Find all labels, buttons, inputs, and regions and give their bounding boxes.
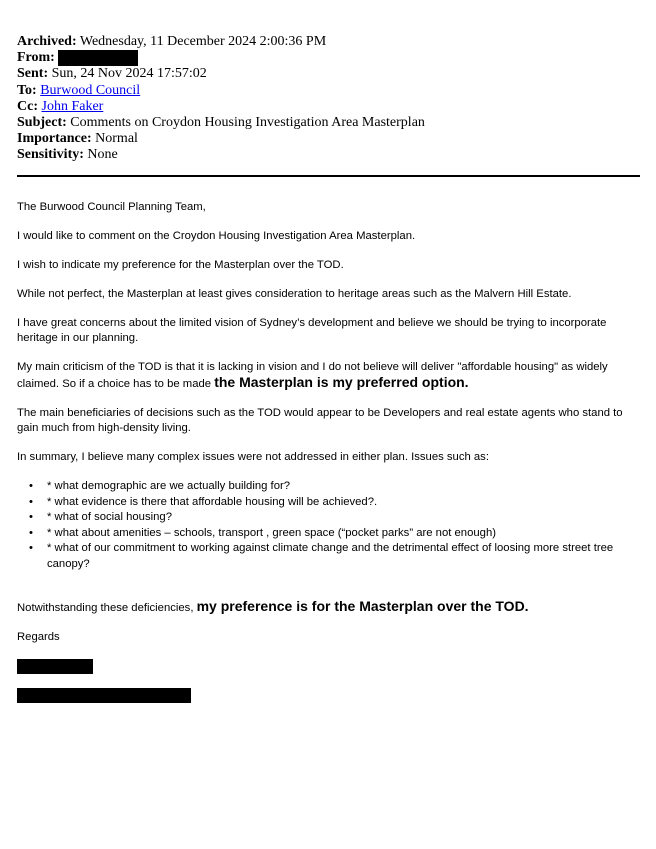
email-header: [17, 34, 425, 164]
paragraph-4: I have great concerns about the limited vision of Sydney’s development and believe we should be trying to incorporate heritage in our planning.: [17, 317, 607, 344]
issues-list: [17, 479, 642, 573]
cc-label: Cc:: [17, 98, 38, 114]
paragraph-8: [17, 599, 642, 616]
paragraph-6: The main beneficiaries of decisions such as the TOD would appear to be Developers and real estate agents who stand to gain much from high-density living.: [17, 407, 623, 434]
cc-row: [17, 99, 425, 115]
subject-value: Comments on Croydon Housing Investigation Area Masterplan: [70, 114, 425, 130]
list-item: • * what evidence is there that affordable housing will be achieved?.: [47, 495, 642, 511]
archived-value: Wednesday, 11 December 2024 2:00:36 PM: [79, 34, 327, 49]
importance-value: Normal: [95, 131, 138, 147]
importance-row: [17, 131, 425, 147]
redacted-signature-contact: [17, 688, 191, 703]
closing: Regards: [17, 630, 60, 643]
paragraph-5: [17, 360, 642, 392]
redacted-signature-name: [17, 659, 93, 674]
paragraph-8-emphasis: my preference is for the Masterplan over the TOD.: [196, 597, 529, 614]
sent-label: Sent:: [17, 66, 49, 82]
sent-value: Sun, 24 Nov 2024 17:57:02: [51, 66, 207, 82]
greeting: The Burwood Council Planning Team,: [17, 201, 206, 213]
paragraph-3: While not perfect, the Masterplan at least gives consideration to heritage areas such as the Malvern Hill Estate.: [17, 288, 572, 300]
header-divider: [17, 175, 640, 177]
list-item: • * what about amenities – schools, transport , green space (“pocket parks” are not enough): [47, 526, 642, 542]
sent-row: [17, 66, 425, 82]
cc-link[interactable]: John Faker: [41, 98, 104, 114]
email-body: [17, 200, 642, 703]
subject-row: [17, 115, 425, 131]
paragraph-2: I wish to indicate my preference for the Masterplan over the TOD.: [17, 259, 344, 271]
redacted-sender: [58, 50, 138, 66]
importance-label: Importance:: [17, 131, 92, 147]
archived-row: [17, 34, 425, 50]
list-item: • * what of our commitment to working against climate change and the detrimental effect of loosing more street tree canopy?: [47, 541, 642, 572]
paragraph-5-text: My main criticism of the TOD is that it is lacking in vision and I do not believe will deliver "affordable housing" as widely claimed. So if a choice has to be made: [17, 361, 608, 390]
subject-label: Subject:: [17, 114, 67, 130]
archived-label: Archived:: [17, 34, 77, 49]
list-item: • * what of social housing?: [47, 510, 642, 526]
paragraph-8-text: Notwithstanding these deficiencies,: [17, 601, 197, 614]
sensitivity-label: Sensitivity:: [17, 147, 84, 163]
from-row: [17, 50, 425, 66]
list-item: • * what demographic are we actually building for?: [47, 479, 642, 495]
to-link[interactable]: Burwood Council: [40, 82, 141, 98]
paragraph-5-emphasis: the Masterplan is my preferred option.: [214, 374, 469, 390]
to-row: [17, 83, 425, 99]
to-label: To:: [17, 82, 37, 98]
sensitivity-row: [17, 147, 425, 163]
paragraph-1: I would like to comment on the Croydon Housing Investigation Area Masterplan.: [17, 230, 416, 242]
from-label: From:: [17, 50, 55, 66]
sensitivity-value: None: [87, 147, 118, 163]
paragraph-7: In summary, I believe many complex issues were not addressed in either plan. Issues such as:: [17, 451, 489, 463]
